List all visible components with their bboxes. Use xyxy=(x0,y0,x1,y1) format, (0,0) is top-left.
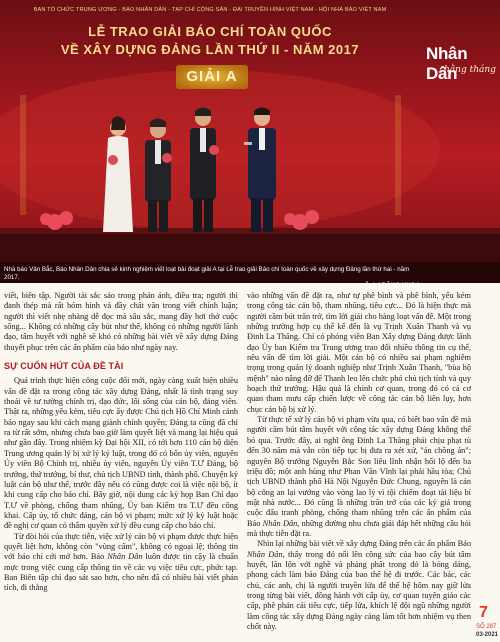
organizers-line: BAN TỔ CHỨC TRUNG ƯƠNG - BÁO NHÂN DÂN - TẠP CHÍ CỘNG SẢN - ĐÀI TRUYỀN HÌNH VIỆT NAM - HỘI NHÀ BÁO VIỆT NAM xyxy=(33,7,387,13)
section-heading: SỰ CUỐN HÚT CỦA ĐỀ TÀI xyxy=(4,361,124,372)
newspaper-name: Nhân Dân xyxy=(107,552,143,562)
award-ceremony-photo xyxy=(0,0,500,289)
banner-title-line-2: VỀ XÂY DỰNG ĐẢNG LẦN THỨ II - NĂM 2017 xyxy=(60,42,360,57)
logo-sub-text: hằng tháng xyxy=(444,65,496,75)
award-plaque: GIẢI A xyxy=(176,65,248,89)
paragraph: vào những vấn đề đặt ra, như tự phê bình và phê bình, yếu kém trong công tác cán bộ, tham nhũng, tiêu cực... Đó là hiện thực mà người cầm bút trăn trở, tìm lời giải cho hàng loạt vấn đề. Một trong những trường hợp cụ thể kể đến là vụ Trịnh Xuân Thanh và vụ Đinh La Thăng. Chỉ có phóng viên Ban Xây dựng Đảng được lãnh đạo Ủy ban Kiểm tra Trung ương trao đổi nhiều thông tin cụ thể, nêu vấn đề tìm lời giải. Một cán bộ có nhiều sai phạm nghiêm trọng trong quản lý doanh nghiệp như Trịnh Xuân Thanh, "bùa hộ mệnh" nào nâng đỡ để Thanh leo lên chức phó chủ tịch tỉnh và quy hoạch thứ trưởng. Hậu quả là chính cơ quan, trong đó có cả cơ quan tham mưu cấp chiến lược về công tác cán bộ liên lụy, hơn chục cán bộ bị xử lý. xyxy=(247,291,471,414)
logo-main-text: Nhân Dân xyxy=(426,44,468,83)
photo-credit: Ảnh | ĐĂNG KHOA xyxy=(364,282,420,289)
article-column-right xyxy=(247,291,471,632)
photo-caption xyxy=(4,266,420,290)
banner-title-line-1: LỄ TRAO GIẢI BÁO CHÍ TOÀN QUỐC xyxy=(88,24,332,39)
paragraph: viết, biên tập. Người tài sắc sảo trong phản ánh, điều tra; người thì đanh thép mà rất hóm hỉnh và đầy chất văn trong viết chính luận; người thì viết nhẹ nhàng dễ đọc mà sâu sắc, mang đầy hơi thở cuộc sống... Không có những cây bút như thế, không có những người lãnh đạo, tâm huyết với nghề sẽ khó có những bài viết về xây dựng Đảng thuyết phục trên các ấn phẩm của báo như ngày nay. xyxy=(4,291,238,352)
paragraph: Từ thực tế xử lý cán bộ vi phạm vừa qua, có biết bao vấn đề mà người cầm bút tâm huyết với công tác xây dựng Đảng không thể bỏ qua. Trước đây, ai nghĩ ông Đinh La Thăng phải chịu phạt tù đến 30 năm mà vẫn còn tiếp tục bị đưa ra xét xử, "án chồng án"; nguyên Bộ trưởng Nguyễn Bắc Son liêu lĩnh nhận hối lộ đến ba triệu đô; một anh hùng như Phan Văn Vĩnh lại phải hầu tòa; Chủ tịch UBND thành phố Hà Nội Nguyễn Đức Chung, nguyên là cán bộ công an lại vướng vào vòng lao lý vì tội chiếm đoạt tài liệu bí mật nhà nước... Đó cũng là những trăn trở của các ký giả trong cuộc đấu tranh phòng, chống tham nhũng trên các ấn phẩm của Báo Nhân Dân, những đường nhu chưa giải đáp hết những câu hỏi mà thực tiễn đặt ra. xyxy=(247,415,471,538)
flower-bouquet-left xyxy=(40,211,73,230)
paragraph: Từ đòi hỏi của thực tiễn, việc xử lý cán bộ vi phạm được thực hiện quyết liệt hơn, không còn "vùng cấm", không có ngoại lệ; thông tin với báo chí cởi mở hơn. Báo Nhân Dân luôn được tin cậy là chuẩn mực trong việc cung cấp thông tin về các vụ việc tiêu cực, phức tạp. Ban Biên tập chỉ đạo sát sao hơn, cho nên đã có nhiều bài viết phản tích, đi thẳng xyxy=(4,531,239,593)
newspaper-name: Nhân Dân xyxy=(262,518,298,528)
issue-number: SỐ 287 xyxy=(476,624,497,630)
paragraph: Nhìn lại những bài viết về xây dựng Đảng trên các ấn phẩm Báo Nhân Dân, thấy trong đó nổi lên công sức của bao cây bút tâm huyết, lăn lộn với nghề và phảng phất trong đó là bóng dáng, phong cách làm báo Đảng của bao thế hệ đi trước. Các bác, các chú, các anh, chị là người truyền lửa để thế hệ hôm nay giữ lửa trong từng bài viết, đồng hành với cấp ủy, cơ quan tuyên giáo các cấp, phê phán cái tiêu cực, tiếp lửa, khích lệ đội ngũ những người làm công tác xây dựng Đảng ngày càng làm tốt hơn nhiệm vụ then chốt này. xyxy=(247,539,471,631)
paragraph: Quá trình thực hiện công cuộc đổi mới, ngày càng xuất hiện nhiều vấn đề đặt ra trong công tác xây dựng Đảng, nhất là tình trạng suy thoái về tư tưởng chính trị, đạo đức, lối sống của cán bộ, đảng viên. Thật ra, những yếu kém, tiêu cực ấy được Chủ tịch Hồ Chí Minh cảnh báo ngay sau khi cách mạng giành chính quyền; Đảng ta cũng đã chỉ ra từ rất sớm, nhưng chưa bao giờ làm quyết liệt và mang lại hiệu quả như gần đây. Trong nhiệm kỳ Đại hội XII, có tới hơn 110 cán bộ diện Trung ương quản lý bị xử lý kỷ luật, trong đó có bốn ủy viên, nguyên Ủy viên Bộ Chính trị, nhiều ủy viên, nguyên Ủy viên T.Ư Đảng, bộ trưởng, thứ trưởng, bí thư, chủ tịch UBND tỉnh, thành phố. Chuyện kỷ luật cán bộ như thế, trước đây nếu có cũng được coi là việc nội bộ, ít khi cung cấp cho báo chí. Bây giờ, nội dung các kỳ họp Ban Chỉ đạo T.Ư về phòng, chống tham nhũng, Ủy ban Kiểm tra T.Ư đều công khai. Cấp ủy, tổ chức đảng, cán bộ vi phạm; mức xử lý kỷ luật hoặc đề nghị cơ quan có thẩm quyền xử lý đều cung cấp cho báo chí. xyxy=(4,376,238,531)
caption-text: Nhà báo Vân Bắc, Báo Nhân Dân chia sẻ kinh nghiệm viết loạt bài đoạt giải A tại Lễ trao giải Báo chí toàn quốc về xây dựng Đảng lần thứ hai - năm 2017. xyxy=(4,266,410,281)
issue-date: 03-2021 xyxy=(476,632,499,638)
page-number: 7 xyxy=(479,604,488,621)
article-column-left xyxy=(4,291,238,594)
newspaper-name: Nhân Dân xyxy=(247,549,283,559)
nhan-dan-logo xyxy=(420,36,500,84)
page-footer xyxy=(476,604,500,642)
